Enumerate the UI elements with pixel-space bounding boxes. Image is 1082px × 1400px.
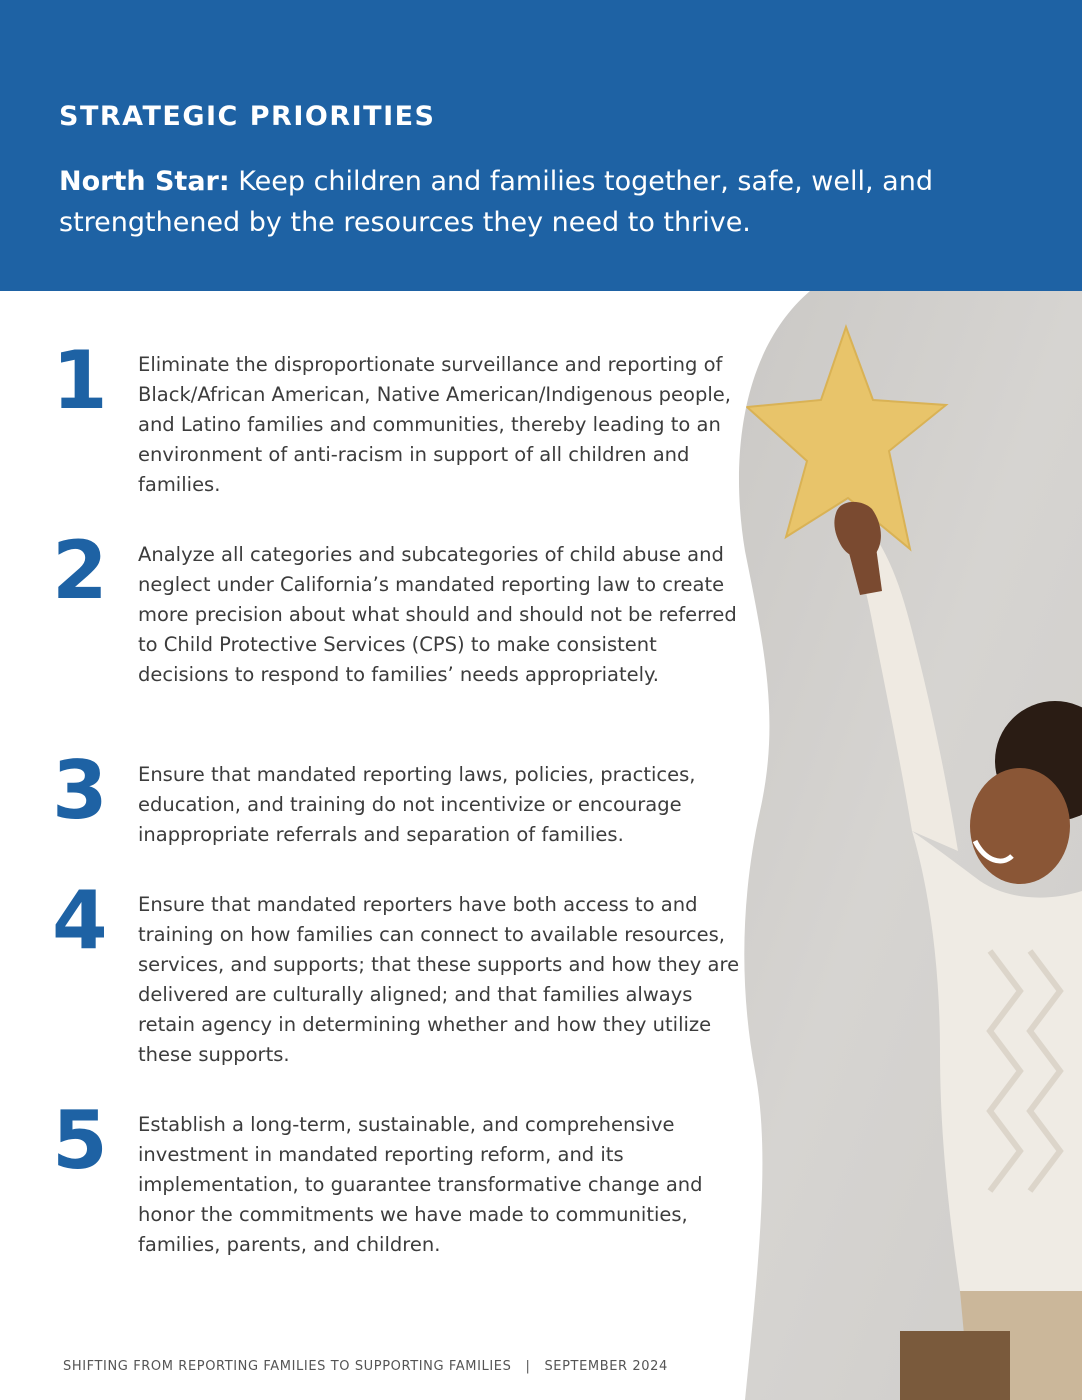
north-star-statement xyxy=(59,161,1019,243)
priority-text: Analyze all categories and subcategories of child abuse and neglect under California’s mandated reporting law to create more precision about what should and should not be referred to Child Protective Services (CPS) to make consistent decisions to respond to families’ needs appropriately. xyxy=(138,543,737,686)
page-footer xyxy=(63,1359,668,1374)
child-reaching-star-photo xyxy=(690,291,1082,1400)
section-title: STRATEGIC PRIORITIES xyxy=(59,101,436,132)
priority-text: Eliminate the disproportionate surveillance and reporting of Black/African American, Native American/Indigenous people, and Latino families and communities, thereby leading to an environment of anti-racism in support of all children and families. xyxy=(138,353,731,496)
north-star-label: North Star: xyxy=(59,166,230,197)
footer-separator: | xyxy=(525,1359,531,1374)
north-star-text: Keep children and families together, safe, well, and strengthened by the resources they need to thrive. xyxy=(59,166,933,238)
priority-text: Ensure that mandated reporting laws, policies, practices, education, and training do not incentivize or encourage inappropriate referrals and separation of families. xyxy=(138,763,696,846)
priority-number: 1 xyxy=(52,334,106,427)
priority-number: 4 xyxy=(52,874,106,967)
footer-date: SEPTEMBER 2024 xyxy=(544,1359,668,1374)
header-banner xyxy=(0,0,1082,291)
priority-number: 2 xyxy=(52,524,106,617)
priority-text: Ensure that mandated reporters have both access to and training on how families can connect to available resources, services, and supports; that these supports and how they are delivered are culturally aligned; and that families always retain agency in determining whether and how they utilize these supports. xyxy=(138,893,740,1066)
footer-doc-title: SHIFTING FROM REPORTING FAMILIES TO SUPPORTING FAMILIES xyxy=(63,1359,512,1374)
priority-number: 3 xyxy=(52,744,106,837)
priority-text: Establish a long-term, sustainable, and comprehensive investment in mandated reporting reform, and its implementation, to guarantee transformative change and honor the commitments we have made to communities, families, parents, and children. xyxy=(138,1113,703,1256)
priority-number: 5 xyxy=(52,1094,106,1187)
